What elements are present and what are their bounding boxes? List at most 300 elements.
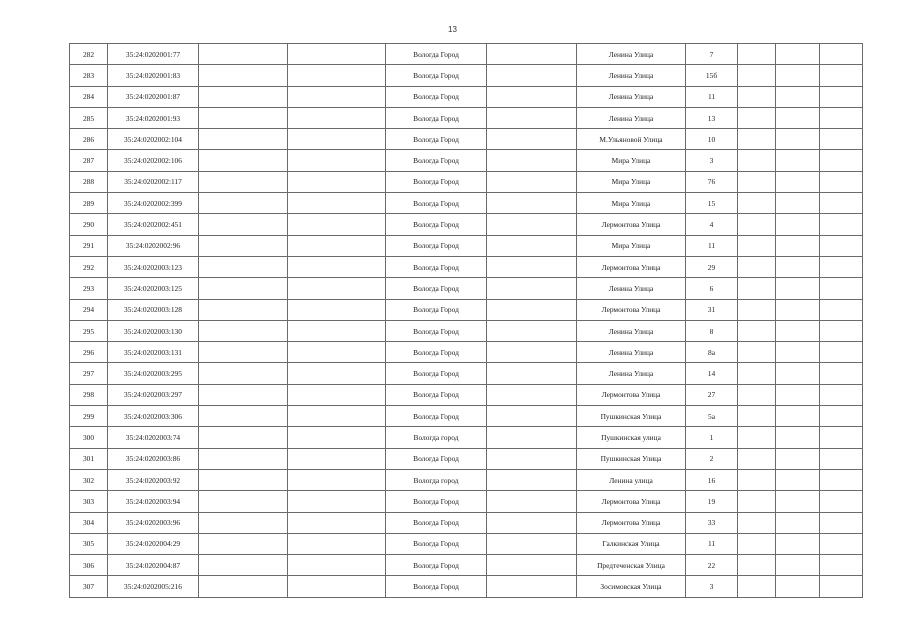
city-cell: Вологда Город bbox=[386, 129, 487, 150]
house-number-cell: 3 bbox=[686, 576, 738, 597]
empty-cell bbox=[820, 384, 863, 405]
empty-cell bbox=[820, 320, 863, 341]
city-cell: Вологда Город bbox=[386, 342, 487, 363]
empty-cell bbox=[199, 256, 288, 277]
city-cell: Вологда Город bbox=[386, 107, 487, 128]
row-number-cell: 305 bbox=[70, 533, 108, 554]
empty-cell bbox=[738, 44, 776, 65]
empty-cell bbox=[288, 384, 386, 405]
empty-cell bbox=[288, 555, 386, 576]
empty-cell bbox=[820, 129, 863, 150]
empty-cell bbox=[820, 256, 863, 277]
house-number-cell: 8а bbox=[686, 342, 738, 363]
empty-cell bbox=[776, 342, 820, 363]
cadastral-number-cell: 35:24:0202005:216 bbox=[108, 576, 199, 597]
street-cell: Зосимовская Улица bbox=[577, 576, 686, 597]
city-cell: Вологда Город bbox=[386, 193, 487, 214]
cadastral-number-cell: 35:24:0202003:297 bbox=[108, 384, 199, 405]
table-row bbox=[70, 512, 863, 533]
table-row bbox=[70, 491, 863, 512]
empty-cell bbox=[776, 491, 820, 512]
row-number-cell: 293 bbox=[70, 278, 108, 299]
empty-cell bbox=[776, 448, 820, 469]
city-cell: Вологда Город bbox=[386, 533, 487, 554]
empty-cell bbox=[820, 235, 863, 256]
cadastral-number-cell: 35:24:0202001:87 bbox=[108, 86, 199, 107]
row-number-cell: 282 bbox=[70, 44, 108, 65]
house-number-cell: 14 bbox=[686, 363, 738, 384]
table-row bbox=[70, 256, 863, 277]
empty-cell bbox=[820, 363, 863, 384]
cadastral-number-cell: 35:24:0202002:117 bbox=[108, 171, 199, 192]
empty-cell bbox=[776, 299, 820, 320]
street-cell: Ленина Улица bbox=[577, 278, 686, 299]
empty-cell bbox=[487, 448, 577, 469]
house-number-cell: 6 bbox=[686, 278, 738, 299]
empty-cell bbox=[820, 555, 863, 576]
empty-cell bbox=[738, 469, 776, 490]
empty-cell bbox=[288, 533, 386, 554]
table-row bbox=[70, 235, 863, 256]
empty-cell bbox=[738, 576, 776, 597]
row-number-cell: 294 bbox=[70, 299, 108, 320]
city-cell: Вологда Город bbox=[386, 555, 487, 576]
empty-cell bbox=[288, 86, 386, 107]
street-cell: Лермонтова Улица bbox=[577, 214, 686, 235]
street-cell: Лермонтова Улица bbox=[577, 512, 686, 533]
empty-cell bbox=[199, 469, 288, 490]
empty-cell bbox=[487, 129, 577, 150]
house-number-cell: 16 bbox=[686, 469, 738, 490]
house-number-cell: 4 bbox=[686, 214, 738, 235]
empty-cell bbox=[487, 320, 577, 341]
row-number-cell: 303 bbox=[70, 491, 108, 512]
row-number-cell: 302 bbox=[70, 469, 108, 490]
table-row bbox=[70, 44, 863, 65]
empty-cell bbox=[738, 65, 776, 86]
table-row bbox=[70, 533, 863, 554]
empty-cell bbox=[738, 448, 776, 469]
cadastral-number-cell: 35:24:0202004:29 bbox=[108, 533, 199, 554]
empty-cell bbox=[738, 214, 776, 235]
empty-cell bbox=[288, 214, 386, 235]
row-number-cell: 306 bbox=[70, 555, 108, 576]
empty-cell bbox=[738, 555, 776, 576]
table-row bbox=[70, 171, 863, 192]
city-cell: Вологда Город bbox=[386, 150, 487, 171]
empty-cell bbox=[199, 512, 288, 533]
empty-cell bbox=[738, 129, 776, 150]
city-cell: Вологда Город bbox=[386, 299, 487, 320]
row-number-cell: 290 bbox=[70, 214, 108, 235]
cadastral-number-cell: 35:24:0202001:83 bbox=[108, 65, 199, 86]
row-number-cell: 292 bbox=[70, 256, 108, 277]
empty-cell bbox=[776, 193, 820, 214]
row-number-cell: 284 bbox=[70, 86, 108, 107]
street-cell: Ленина Улица bbox=[577, 86, 686, 107]
empty-cell bbox=[776, 65, 820, 86]
table-row bbox=[70, 320, 863, 341]
empty-cell bbox=[199, 44, 288, 65]
row-number-cell: 304 bbox=[70, 512, 108, 533]
street-cell: Ленина Улица bbox=[577, 363, 686, 384]
empty-cell bbox=[487, 533, 577, 554]
empty-cell bbox=[288, 193, 386, 214]
empty-cell bbox=[776, 427, 820, 448]
empty-cell bbox=[820, 491, 863, 512]
empty-cell bbox=[487, 193, 577, 214]
empty-cell bbox=[199, 342, 288, 363]
cadastral-number-cell: 35:24:0202003:306 bbox=[108, 406, 199, 427]
empty-cell bbox=[487, 384, 577, 405]
empty-cell bbox=[487, 427, 577, 448]
empty-cell bbox=[776, 512, 820, 533]
table-row bbox=[70, 278, 863, 299]
city-cell: Вологда Город bbox=[386, 278, 487, 299]
empty-cell bbox=[288, 129, 386, 150]
city-cell: Вологда Город bbox=[386, 384, 487, 405]
house-number-cell: 11 bbox=[686, 235, 738, 256]
row-number-cell: 300 bbox=[70, 427, 108, 448]
empty-cell bbox=[288, 150, 386, 171]
empty-cell bbox=[820, 406, 863, 427]
empty-cell bbox=[199, 86, 288, 107]
table-row bbox=[70, 193, 863, 214]
empty-cell bbox=[820, 342, 863, 363]
empty-cell bbox=[288, 469, 386, 490]
empty-cell bbox=[820, 469, 863, 490]
empty-cell bbox=[199, 299, 288, 320]
city-cell: Вологда Город bbox=[386, 86, 487, 107]
street-cell: Ленина улица bbox=[577, 469, 686, 490]
house-number-cell: 13 bbox=[686, 107, 738, 128]
row-number-cell: 287 bbox=[70, 150, 108, 171]
city-cell: Вологда город bbox=[386, 469, 487, 490]
empty-cell bbox=[776, 44, 820, 65]
street-cell: Ленина Улица bbox=[577, 44, 686, 65]
cadastral-number-cell: 35:24:0202003:96 bbox=[108, 512, 199, 533]
cadastral-number-cell: 35:24:0202003:130 bbox=[108, 320, 199, 341]
empty-cell bbox=[738, 427, 776, 448]
cadastral-number-cell: 35:24:0202002:106 bbox=[108, 150, 199, 171]
empty-cell bbox=[288, 512, 386, 533]
row-number-cell: 299 bbox=[70, 406, 108, 427]
empty-cell bbox=[738, 491, 776, 512]
table-row bbox=[70, 576, 863, 597]
table-row bbox=[70, 65, 863, 86]
house-number-cell: 27 bbox=[686, 384, 738, 405]
empty-cell bbox=[487, 235, 577, 256]
empty-cell bbox=[776, 171, 820, 192]
cadastral-number-cell: 35:24:0202002:104 bbox=[108, 129, 199, 150]
empty-cell bbox=[738, 384, 776, 405]
table-row bbox=[70, 86, 863, 107]
empty-cell bbox=[199, 533, 288, 554]
empty-cell bbox=[288, 448, 386, 469]
empty-cell bbox=[288, 299, 386, 320]
table-row bbox=[70, 406, 863, 427]
empty-cell bbox=[820, 427, 863, 448]
empty-cell bbox=[288, 342, 386, 363]
empty-cell bbox=[199, 555, 288, 576]
empty-cell bbox=[487, 214, 577, 235]
row-number-cell: 291 bbox=[70, 235, 108, 256]
empty-cell bbox=[288, 491, 386, 512]
house-number-cell: 10 bbox=[686, 129, 738, 150]
empty-cell bbox=[738, 107, 776, 128]
empty-cell bbox=[487, 65, 577, 86]
city-cell: Вологда Город bbox=[386, 44, 487, 65]
street-cell: Мира Улица bbox=[577, 150, 686, 171]
table-row bbox=[70, 555, 863, 576]
row-number-cell: 285 bbox=[70, 107, 108, 128]
empty-cell bbox=[738, 171, 776, 192]
table-row bbox=[70, 342, 863, 363]
empty-cell bbox=[199, 320, 288, 341]
house-number-cell: 15 bbox=[686, 193, 738, 214]
empty-cell bbox=[487, 150, 577, 171]
cadastral-number-cell: 35:24:0202003:131 bbox=[108, 342, 199, 363]
table-row bbox=[70, 363, 863, 384]
empty-cell bbox=[487, 576, 577, 597]
row-number-cell: 307 bbox=[70, 576, 108, 597]
street-cell: Лермонтова Улица bbox=[577, 384, 686, 405]
house-number-cell: 19 bbox=[686, 491, 738, 512]
cadastral-number-cell: 35:24:0202003:123 bbox=[108, 256, 199, 277]
empty-cell bbox=[199, 406, 288, 427]
row-number-cell: 295 bbox=[70, 320, 108, 341]
cadastral-number-cell: 35:24:0202004:87 bbox=[108, 555, 199, 576]
table-row bbox=[70, 384, 863, 405]
street-cell: Ленина Улица bbox=[577, 65, 686, 86]
empty-cell bbox=[738, 533, 776, 554]
cadastral-number-cell: 35:24:0202003:92 bbox=[108, 469, 199, 490]
street-cell: Ленина Улица bbox=[577, 320, 686, 341]
empty-cell bbox=[288, 256, 386, 277]
empty-cell bbox=[487, 491, 577, 512]
city-cell: Вологда Город bbox=[386, 171, 487, 192]
city-cell: Вологда Город bbox=[386, 512, 487, 533]
house-number-cell: 8 bbox=[686, 320, 738, 341]
page-number: 13 bbox=[448, 25, 457, 34]
cadastral-number-cell: 35:24:0202002:96 bbox=[108, 235, 199, 256]
city-cell: Вологда Город bbox=[386, 491, 487, 512]
street-cell: Мира Улица bbox=[577, 171, 686, 192]
street-cell: Ленина Улица bbox=[577, 342, 686, 363]
cadastral-number-cell: 35:24:0202002:399 bbox=[108, 193, 199, 214]
house-number-cell: 3 bbox=[686, 150, 738, 171]
empty-cell bbox=[820, 86, 863, 107]
empty-cell bbox=[487, 44, 577, 65]
empty-cell bbox=[487, 256, 577, 277]
empty-cell bbox=[776, 150, 820, 171]
empty-cell bbox=[776, 235, 820, 256]
table-row bbox=[70, 427, 863, 448]
empty-cell bbox=[199, 171, 288, 192]
empty-cell bbox=[738, 278, 776, 299]
empty-cell bbox=[487, 342, 577, 363]
city-cell: Вологда Город bbox=[386, 363, 487, 384]
city-cell: Вологда Город bbox=[386, 406, 487, 427]
row-number-cell: 301 bbox=[70, 448, 108, 469]
empty-cell bbox=[288, 363, 386, 384]
empty-cell bbox=[487, 278, 577, 299]
table-row bbox=[70, 299, 863, 320]
empty-cell bbox=[288, 235, 386, 256]
city-cell: Вологда Город bbox=[386, 320, 487, 341]
empty-cell bbox=[199, 214, 288, 235]
empty-cell bbox=[820, 44, 863, 65]
empty-cell bbox=[820, 299, 863, 320]
house-number-cell: 76 bbox=[686, 171, 738, 192]
city-cell: Вологда Город bbox=[386, 235, 487, 256]
empty-cell bbox=[199, 576, 288, 597]
table-body bbox=[70, 44, 863, 598]
empty-cell bbox=[820, 214, 863, 235]
empty-cell bbox=[199, 384, 288, 405]
empty-cell bbox=[288, 427, 386, 448]
empty-cell bbox=[199, 193, 288, 214]
row-number-cell: 283 bbox=[70, 65, 108, 86]
empty-cell bbox=[199, 448, 288, 469]
house-number-cell: 22 bbox=[686, 555, 738, 576]
house-number-cell: 15б bbox=[686, 65, 738, 86]
empty-cell bbox=[738, 363, 776, 384]
empty-cell bbox=[776, 384, 820, 405]
empty-cell bbox=[288, 171, 386, 192]
empty-cell bbox=[820, 576, 863, 597]
empty-cell bbox=[199, 427, 288, 448]
street-cell: Лермонтова Улица bbox=[577, 256, 686, 277]
cadastral-number-cell: 35:24:0202001:93 bbox=[108, 107, 199, 128]
street-cell: Галкинская Улица bbox=[577, 533, 686, 554]
table-row bbox=[70, 469, 863, 490]
house-number-cell: 11 bbox=[686, 86, 738, 107]
empty-cell bbox=[738, 299, 776, 320]
empty-cell bbox=[738, 406, 776, 427]
empty-cell bbox=[288, 320, 386, 341]
empty-cell bbox=[820, 107, 863, 128]
cadastral-number-cell: 35:24:0202003:74 bbox=[108, 427, 199, 448]
house-number-cell: 31 bbox=[686, 299, 738, 320]
empty-cell bbox=[288, 576, 386, 597]
empty-cell bbox=[776, 256, 820, 277]
empty-cell bbox=[820, 278, 863, 299]
empty-cell bbox=[199, 150, 288, 171]
empty-cell bbox=[288, 406, 386, 427]
city-cell: Вологда Город bbox=[386, 65, 487, 86]
empty-cell bbox=[738, 150, 776, 171]
empty-cell bbox=[776, 278, 820, 299]
empty-cell bbox=[738, 235, 776, 256]
street-cell: Пушкинская Улица bbox=[577, 448, 686, 469]
empty-cell bbox=[820, 171, 863, 192]
empty-cell bbox=[199, 129, 288, 150]
empty-cell bbox=[199, 65, 288, 86]
cadastral-number-cell: 35:24:0202001:77 bbox=[108, 44, 199, 65]
cadastral-number-cell: 35:24:0202003:128 bbox=[108, 299, 199, 320]
house-number-cell: 11 bbox=[686, 533, 738, 554]
empty-cell bbox=[199, 491, 288, 512]
empty-cell bbox=[487, 406, 577, 427]
table-row bbox=[70, 448, 863, 469]
empty-cell bbox=[738, 512, 776, 533]
empty-cell bbox=[820, 193, 863, 214]
street-cell: Мира Улица bbox=[577, 235, 686, 256]
empty-cell bbox=[487, 171, 577, 192]
empty-cell bbox=[199, 235, 288, 256]
table-row bbox=[70, 107, 863, 128]
empty-cell bbox=[776, 469, 820, 490]
table-row bbox=[70, 214, 863, 235]
row-number-cell: 286 bbox=[70, 129, 108, 150]
empty-cell bbox=[776, 129, 820, 150]
cadastral-number-cell: 35:24:0202003:125 bbox=[108, 278, 199, 299]
empty-cell bbox=[738, 86, 776, 107]
row-number-cell: 297 bbox=[70, 363, 108, 384]
empty-cell bbox=[776, 363, 820, 384]
empty-cell bbox=[487, 469, 577, 490]
empty-cell bbox=[820, 533, 863, 554]
house-number-cell: 2 bbox=[686, 448, 738, 469]
cadastral-number-cell: 35:24:0202003:86 bbox=[108, 448, 199, 469]
row-number-cell: 288 bbox=[70, 171, 108, 192]
empty-cell bbox=[776, 406, 820, 427]
row-number-cell: 298 bbox=[70, 384, 108, 405]
empty-cell bbox=[738, 320, 776, 341]
empty-cell bbox=[738, 342, 776, 363]
empty-cell bbox=[288, 107, 386, 128]
empty-cell bbox=[199, 107, 288, 128]
street-cell: Лермонтова Улица bbox=[577, 299, 686, 320]
empty-cell bbox=[738, 193, 776, 214]
street-cell: Мира Улица bbox=[577, 193, 686, 214]
street-cell: Пушкинская улица bbox=[577, 427, 686, 448]
table-row bbox=[70, 150, 863, 171]
empty-cell bbox=[776, 533, 820, 554]
empty-cell bbox=[776, 107, 820, 128]
empty-cell bbox=[776, 214, 820, 235]
empty-cell bbox=[776, 576, 820, 597]
empty-cell bbox=[487, 363, 577, 384]
empty-cell bbox=[288, 65, 386, 86]
house-number-cell: 29 bbox=[686, 256, 738, 277]
row-number-cell: 289 bbox=[70, 193, 108, 214]
empty-cell bbox=[738, 256, 776, 277]
empty-cell bbox=[199, 363, 288, 384]
table-row bbox=[70, 129, 863, 150]
empty-cell bbox=[820, 65, 863, 86]
house-number-cell: 5а bbox=[686, 406, 738, 427]
city-cell: Вологда Город bbox=[386, 448, 487, 469]
city-cell: Вологда Город bbox=[386, 256, 487, 277]
empty-cell bbox=[199, 278, 288, 299]
street-cell: Лермонтова Улица bbox=[577, 491, 686, 512]
street-cell: Пушкинская Улица bbox=[577, 406, 686, 427]
cadastral-number-cell: 35:24:0202003:295 bbox=[108, 363, 199, 384]
cadastral-number-cell: 35:24:0202003:94 bbox=[108, 491, 199, 512]
street-cell: Предтеченская Улица bbox=[577, 555, 686, 576]
house-number-cell: 33 bbox=[686, 512, 738, 533]
house-number-cell: 7 bbox=[686, 44, 738, 65]
street-cell: М.Ульяновой Улица bbox=[577, 129, 686, 150]
empty-cell bbox=[820, 448, 863, 469]
empty-cell bbox=[487, 299, 577, 320]
city-cell: Вологда Город bbox=[386, 576, 487, 597]
empty-cell bbox=[487, 107, 577, 128]
empty-cell bbox=[776, 555, 820, 576]
row-number-cell: 296 bbox=[70, 342, 108, 363]
